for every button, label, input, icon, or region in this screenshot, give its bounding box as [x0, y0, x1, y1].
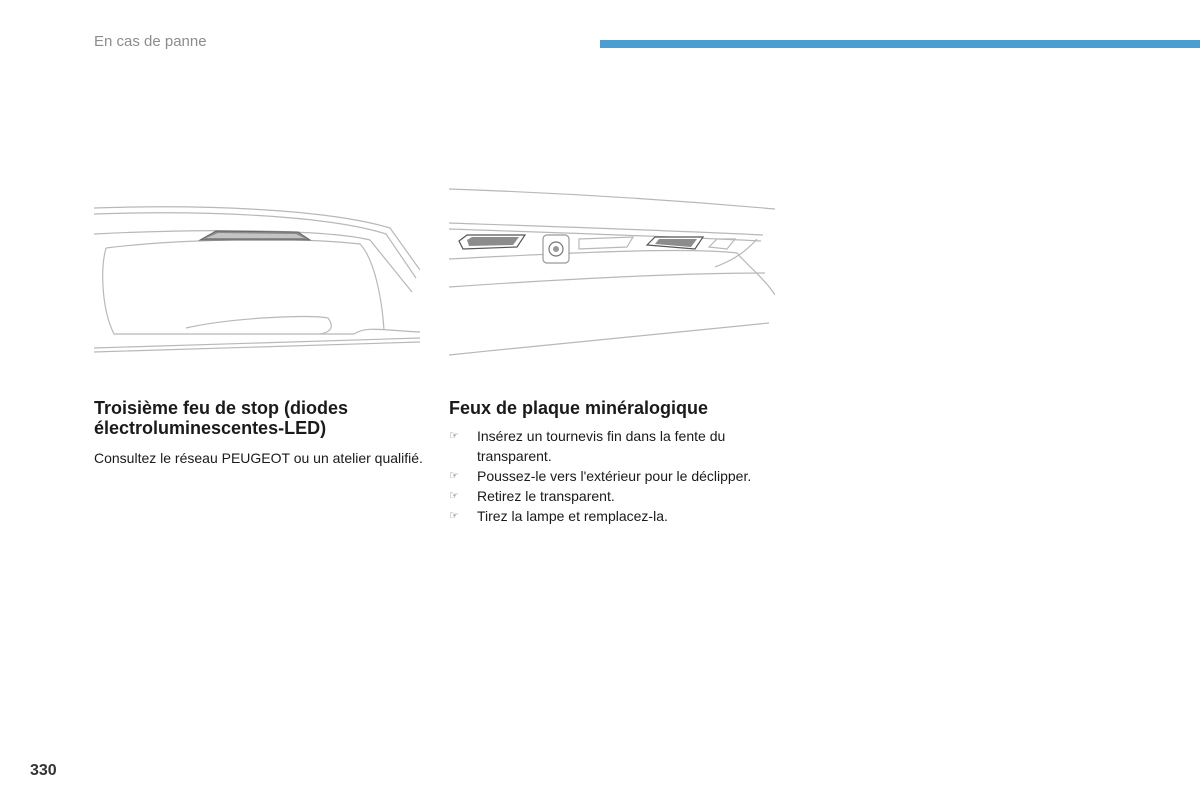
step-text: Retirez le transparent.: [477, 488, 615, 504]
steps-list: [449, 426, 779, 526]
third-brake-light-text: Consultez le réseau PEUGEOT ou un atelier qualifié.: [94, 450, 423, 466]
header-accent-bar: [600, 40, 1200, 48]
left-plate-lamp: [459, 235, 525, 249]
third-brake-light-heading: Troisième feu de stop (diodes électroluminescentes-LED): [94, 398, 349, 438]
list-item: [449, 466, 779, 486]
step-text: Poussez-le vers l'extérieur pour le déclipper.: [477, 468, 752, 484]
number-plate-lamps-illustration: [445, 183, 775, 363]
pointing-hand-icon: ☞: [449, 470, 459, 482]
third-brake-light-illustration: [90, 200, 420, 360]
list-item: [449, 486, 779, 506]
list-item: [449, 506, 779, 526]
pointing-hand-icon: ☞: [449, 510, 459, 522]
step-text: Tirez la lampe et remplacez-la.: [477, 508, 668, 524]
third-brake-light-section: [94, 398, 424, 468]
number-plate-lamps-heading: Feux de plaque minéralogique: [449, 398, 709, 418]
camera: [543, 235, 569, 263]
section-title: En cas de panne: [94, 33, 207, 50]
step-text: Insérez un tournevis fin dans la fente du transparent.: [477, 428, 726, 464]
pointing-hand-icon: ☞: [449, 430, 459, 442]
number-plate-lamps-section: [449, 398, 779, 526]
page-number: 330: [30, 762, 57, 779]
right-plate-lamp: [647, 237, 703, 249]
list-item: [449, 426, 779, 466]
pointing-hand-icon: ☞: [449, 490, 459, 502]
